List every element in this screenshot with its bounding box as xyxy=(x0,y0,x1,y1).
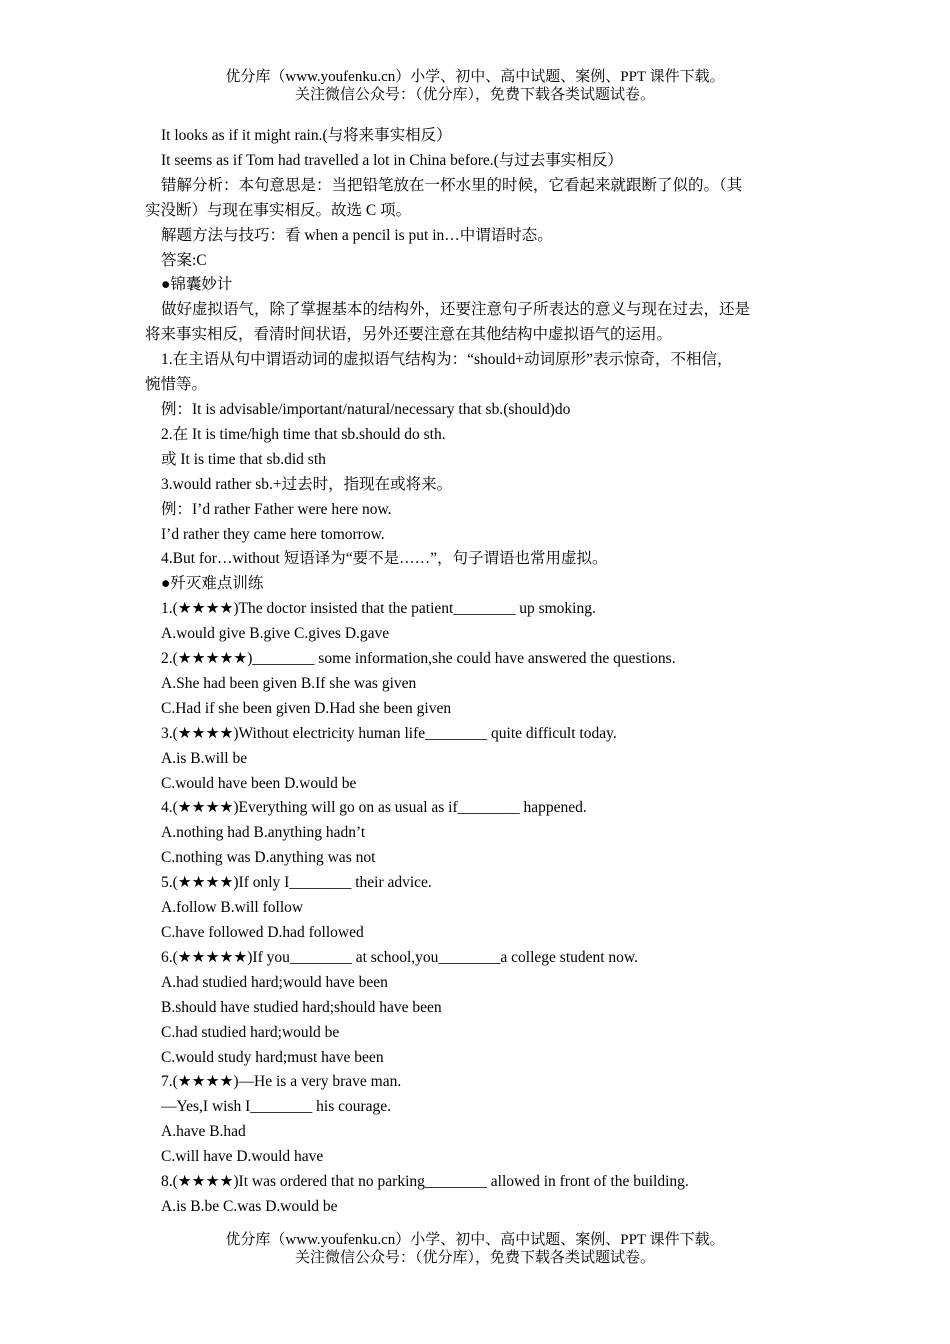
text-line: A.nothing had B.anything hadn’t xyxy=(161,824,366,842)
text-line: 4.(★★★★)Everything will go on as usual as if________ happened. xyxy=(161,799,587,817)
text-line: 4.But for…without 短语译为“要不是……”，句子谓语也常用虚拟。 xyxy=(161,550,608,568)
text-line: A.follow B.will follow xyxy=(161,899,304,917)
text-line: C.Had if she been given D.Had she been given xyxy=(161,699,452,717)
text-line: C.had studied hard;would be xyxy=(161,1023,340,1041)
text-line: 7.(★★★★)—He is a very brave man. xyxy=(161,1073,402,1091)
text-line: C.would study hard;must have been xyxy=(161,1048,384,1066)
text-line: C.nothing was D.anything was not xyxy=(161,849,376,867)
document-body xyxy=(145,124,807,1220)
page-header xyxy=(0,68,950,104)
text-line: A.She had been given B.If she was given xyxy=(161,674,417,692)
page-footer xyxy=(0,1231,950,1267)
text-line: 解题方法与技巧：看 when a pencil is put in…中谓语时态。 xyxy=(161,226,553,244)
text-line: C.have followed D.had followed xyxy=(161,924,364,941)
text-line: 1.在主语从句中谓语动词的虚拟语气结构为：“should+动词原形”表示惊奇，不相信， xyxy=(161,351,733,369)
text-line: 8.(★★★★)It was ordered that no parking________ allowed in front of the building. xyxy=(161,1173,689,1191)
text-line: 实没断）与现在事实相反。故选 C 项。 xyxy=(145,201,412,219)
text-line: —Yes,I wish I________ his courage. xyxy=(161,1098,392,1116)
text-line: A.is B.will be xyxy=(161,749,248,767)
text-line: It seems as if Tom had travelled a lot in China before.(与过去事实相反） xyxy=(161,151,623,169)
text-line: C.would have been D.would be xyxy=(161,774,357,792)
text-line: A.is B.be C.was D.would be xyxy=(161,1197,338,1215)
text-line: 做好虚拟语气，除了掌握基本的结构外，还要注意句子所表达的意义与现在过去，还是 xyxy=(161,301,751,319)
text-line: 例：I’d rather Father were here now. xyxy=(161,500,392,518)
text-line: 3.would rather sb.+过去时，指现在或将来。 xyxy=(161,475,453,493)
text-line: 1.(★★★★)The doctor insisted that the patient________ up smoking. xyxy=(161,600,596,618)
text-line: A.have B.had xyxy=(161,1123,246,1141)
text-line: A.had studied hard;would have been xyxy=(161,973,388,991)
text-line: ●锦囊妙计 xyxy=(161,276,233,294)
text-line: ●歼灭难点训练 xyxy=(161,575,264,593)
text-line: 2.在 It is time/high time that sb.should do sth. xyxy=(161,425,446,443)
footer-line-1: 优分库（www.youfenku.cn）小学、初中、高中试题、案例、PPT 课件下载。 xyxy=(225,1232,725,1248)
header-line-1: 优分库（www.youfenku.cn）小学、初中、高中试题、案例、PPT 课件下载。 xyxy=(225,69,725,85)
text-line: 5.(★★★★)If only I________ their advice. xyxy=(161,874,432,892)
text-line: C.will have D.would have xyxy=(161,1148,324,1166)
text-line: I’d rather they came here tomorrow. xyxy=(161,525,385,543)
text-line: B.should have studied hard;should have been xyxy=(161,998,442,1016)
text-line: 2.(★★★★★)________ some information,she could have answered the questions. xyxy=(161,650,676,668)
text-line: 错解分析：本句意思是：当把铅笔放在一杯水里的时候，它看起来就跟断了似的。（其 xyxy=(161,176,743,194)
text-line: 3.(★★★★)Without electricity human life________ quite difficult today. xyxy=(161,724,617,742)
text-line: 答案:C xyxy=(161,251,207,269)
text-line: 6.(★★★★★)If you________ at school,you________a college student now. xyxy=(161,948,638,966)
text-line: A.would give B.give C.gives D.gave xyxy=(161,625,390,643)
header-line-2: 关注微信公众号：（优分库），免费下载各类试题试卷。 xyxy=(294,87,655,103)
footer-line-2: 关注微信公众号：（优分库），免费下载各类试题试卷。 xyxy=(294,1250,655,1266)
text-line: It looks as if it might rain.(与将来事实相反） xyxy=(161,127,452,144)
text-line: 将来事实相反，看清时间状语，另外还要注意在其他结构中虚拟语气的运用。 xyxy=(145,326,673,344)
text-line: 惋惜等。 xyxy=(145,376,208,394)
text-line: 或 It is time that sb.did sth xyxy=(161,450,326,468)
text-line: 例：It is advisable/important/natural/necessary that sb.(should)do xyxy=(161,400,571,418)
